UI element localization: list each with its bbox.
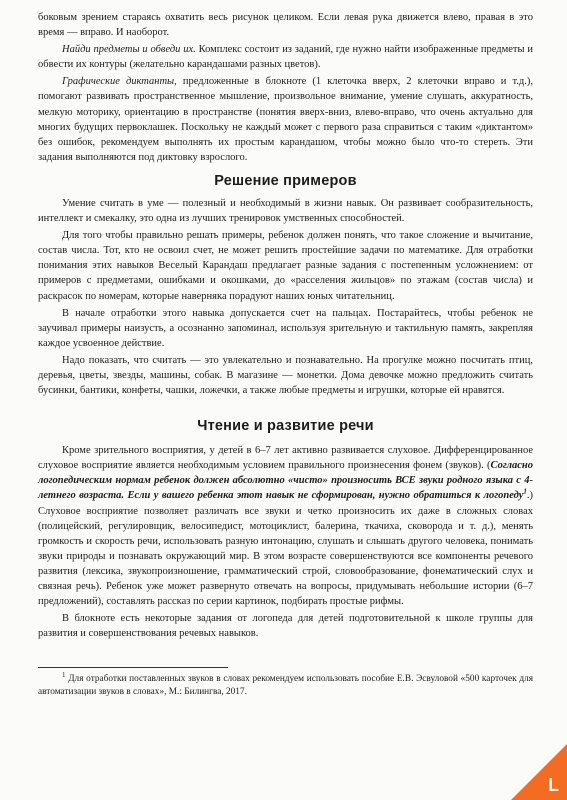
paragraph-mental-math: Умение считать в уме — полезный и необходимый в жизни навык. Он развивает сообразительность, интеллект и смекалку, это одна из лучших тренировок умственных способностей. xyxy=(38,197,533,225)
paragraph-finger-counting: В начале отработки этого навыка допускается счет на пальцах. Постарайтесь, чтобы ребенок не заучивал примеры наизусть, а осознанно запоминал, используя зрительную и тактильную память, закрепляя каждое усвоенное действие. xyxy=(38,307,533,349)
paragraph-addition-subtraction: Для того чтобы правильно решать примеры, ребенок должен понять, что такое сложение и вычитание, состав числа. Тот, кто не освоил счет, не может решить простейшие задачи по математике. Для отработки понимания этих навыков Веселый Карандаш предлагает разные задания с постепенным усложнением: от примеров с предметами, ошибками и окошками, до «расселения жильцов» по этажам (состав числа) и раскрасок по номерам, которые наверняка порадуют наших юных читательниц. xyxy=(38,230,533,302)
labirint-logo-icon: L xyxy=(548,775,559,795)
term-find-objects: Найди предметы и обведи их. xyxy=(62,44,196,56)
heading-solving-examples: Решение примеров xyxy=(214,172,357,189)
paragraph-graphic-dictations: Графические диктанты, предложенные в блокноте (1 клеточка вверх, 2 клеточки вправо и т.д.), помогают развивать пространственное мышление, произвольное внимание, умение слушать, аккуратность, мелкую моторику, ориентацию в пространстве (понятия вверх-вниз, влево-вправо, что очень актуально для многих будущих первоклашек. Поскольку не каждый может с первого раза справиться с таким «диктантом» без ошибок, рекомендуем выполнять их простым карандашом, чтобы можно было что-то стереть. Эти задания выполняются под диктовку взрослого. xyxy=(38,76,533,163)
paragraph-counting-everyday: Надо показать, что считать — это увлекательно и познавательно. На прогулке можно посчитать птиц, деревья, цветы, звезды, машины, собак. В магазине — монетки. Дома девочке можно предложить считать бусинки, бантики, конфеты, чашки, ложечки, а также любые предметы и игрушки, которые ей нравятся. xyxy=(38,354,533,397)
term-graphic-dictations: Графические диктанты, xyxy=(62,76,177,88)
heading-reading-speech: Чтение и развитие речи xyxy=(197,418,374,435)
paragraph-auditory-perception: Кроме зрительного восприятия, у детей в 6–7 лет активно развивается слуховое. Дифференцированное слуховое восприятие является необходимым условием правильного произнесения фонем (звуков). (Согласно логопедическим нормам ребенок должен абсолютно «чисто» произносить ВСЕ звуки родного языка с 4-летнего возраста. Если у вашего ребенка этот навык не сформирован, нужно обратиться к логопеду$^1$.) Слуховое восприятие позволяет различать все звуки и четко произносить их даже в сложных словах (полицейский, регулировщик, велосипедист, мотоциклист, балерина, ткачиха, сковорода и т. д.), менять громкость и скорость речи, использовать разную интонацию, слушать и слышать другого человека, понимать звуки природы и познавать окружающий мир. В этом возрасте совершенствуются все компоненты речевого развития (лексика, звукопроизношение, грамматический строй, словообразование, фонематический слух и связная речь). Ребенок уже может развернуто отвечать на вопросы, придумывать небольшие истории (6–7 предложений), составлять рассказ по серии картинок, подбирать простые рифмы. xyxy=(38,445,533,608)
footnote-ref[interactable]: 1 xyxy=(523,487,527,496)
footnote-mark: 1 xyxy=(62,671,66,680)
paragraph-speech-tasks: В блокноте есть некоторые задания от логопеда для детей подготовительной к школе группы для развития и совершенствования речевых навыков. xyxy=(38,613,533,640)
paragraph-find-objects: Найди предметы и обведи их. Комплекс состоит из заданий, где нужно найти изображенные предметы и обвести их контуры (желательно карандашами разных цветов). xyxy=(38,44,534,71)
footnote-divider xyxy=(38,667,228,668)
document-page xyxy=(38,10,533,699)
speech-therapy-note: Согласно логопедическим нормам ребенок должен абсолютно «чисто» произносить ВСЕ звуки родного языка с 4-летнего возраста. Если у вашего ребенка этот навык не сформирован, нужно обратиться к логопеду$^1$ xyxy=(38,460,533,502)
paragraph-continuation: боковым зрением стараясь охватить весь рисунок целиком. Если левая рука движется влево, правая в это время — вправо. И наоборот. xyxy=(38,12,533,39)
footnote: $^1$ Для отработки поставленных звуков в словах рекомендуем использовать пособие Е.В. Эсвуловой «500 карточек для автоматизации звуков в словах», М.: Билингва, 2017. xyxy=(38,671,533,698)
